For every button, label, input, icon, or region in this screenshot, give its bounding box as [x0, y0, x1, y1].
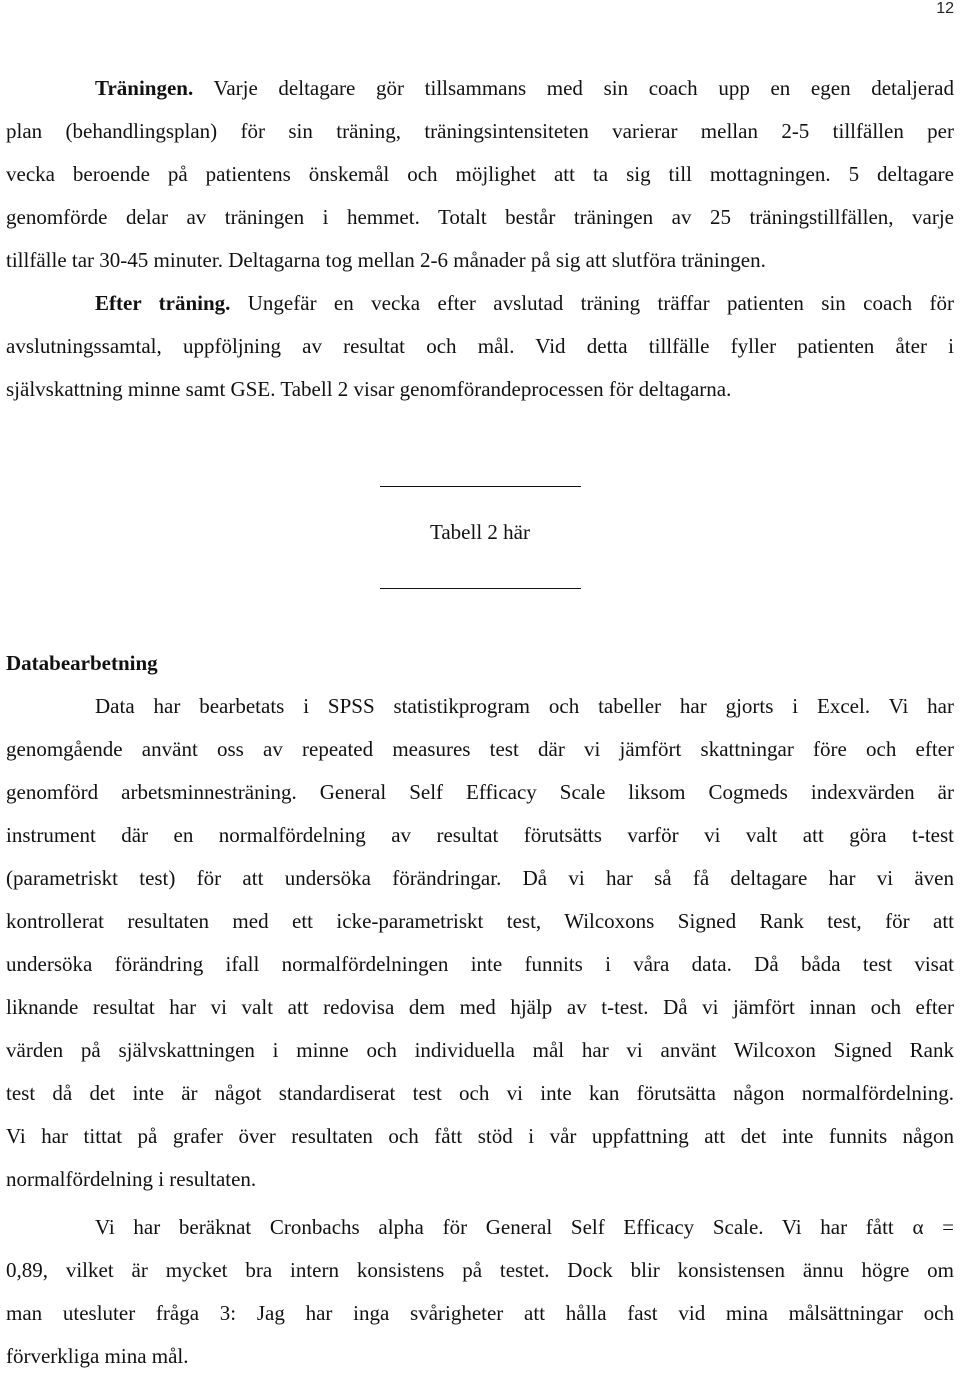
cronbach-line: Vi har beräknat Cronbachs alpha för General Self Efficacy Scale. Vi har fått α =: [95, 1215, 954, 1239]
processing-line: normalfördelning i resultaten.: [6, 1167, 257, 1191]
table-rule-top: [380, 486, 581, 487]
training-lead: Träningen.: [95, 76, 194, 100]
cronbach-line: 0,89, vilket är mycket bra intern konsistens på testet. Dock blir konsistensen ännu högre om: [6, 1258, 954, 1282]
after-training-line: avslutningssamtal, uppföljning av resultat och mål. Vid detta tillfälle fyller patienten åter i: [6, 334, 954, 358]
training-text: Varje deltagare gör tillsammans med sin coach upp en egen detaljerad: [193, 76, 954, 100]
cronbach-line: förverkliga mina mål.: [6, 1344, 189, 1368]
processing-line: test då det inte är något standardiserat test och vi inte kan förutsätta någon normalfördelning.: [6, 1081, 954, 1105]
table-placeholder: Tabell 2 här: [430, 520, 530, 544]
training-line: [95, 71, 954, 105]
processing-line: genomförd arbetsminnesträning. General Self Efficacy Scale liksom Cogmeds indexvärden är: [6, 780, 954, 804]
processing-line: instrument där en normalfördelning av resultat förutsätts varför vi valt att göra t-test: [6, 823, 954, 847]
table-rule-bottom: [380, 588, 581, 589]
processing-line: Vi har tittat på grafer över resultaten och fått stöd i vår uppfattning att det inte funnits någon: [6, 1124, 954, 1148]
after-training-text: Ungefär en vecka efter avslutad träning träffar patienten sin coach för: [230, 291, 954, 315]
section-heading: Databearbetning: [6, 651, 158, 675]
processing-line: genomgående använt oss av repeated measures test där vi jämfört skattningar före och efter: [6, 737, 954, 761]
processing-line: värden på självskattningen i minne och individuella mål har vi använt Wilcoxon Signed Rank: [6, 1038, 954, 1062]
training-line: vecka beroende på patientens önskemål och möjlighet att ta sig till mottagningen. 5 deltagare: [6, 162, 954, 186]
after-training-lead: Efter träning.: [95, 291, 231, 315]
cronbach-line: man utesluter fråga 3: Jag har inga svårigheter att hålla fast vid mina målsättningar och: [6, 1301, 954, 1325]
processing-line: Data har bearbetats i SPSS statistikprogram och tabeller har gjorts i Excel. Vi har: [95, 694, 954, 718]
training-line: plan (behandlingsplan) för sin träning, träningsintensiteten varierar mellan 2-5 tillfällen per: [6, 119, 954, 143]
processing-line: undersöka förändring ifall normalfördelningen inte funnits i våra data. Då båda test visat: [6, 952, 954, 976]
after-training-line: självskattning minne samt GSE. Tabell 2 visar genomförandeprocessen för deltagarna.: [6, 377, 732, 401]
processing-line: (parametriskt test) för att undersöka förändringar. Då vi har så få deltagare har vi även: [6, 866, 954, 890]
after-training-line: [95, 286, 954, 320]
processing-line: liknande resultat har vi valt att redovisa dem med hjälp av t-test. Då vi jämfört innan och efter: [6, 995, 954, 1019]
training-line: tillfälle tar 30-45 minuter. Deltagarna tog mellan 2-6 månader på sig att slutföra träningen.: [6, 248, 766, 272]
processing-line: kontrollerat resultaten med ett icke-parametriskt test, Wilcoxons Signed Rank test, för att: [6, 909, 954, 933]
training-line: genomförde delar av träningen i hemmet. Totalt består träningen av 25 träningstillfällen, varje: [6, 205, 954, 229]
page-number: 12: [936, 0, 954, 17]
